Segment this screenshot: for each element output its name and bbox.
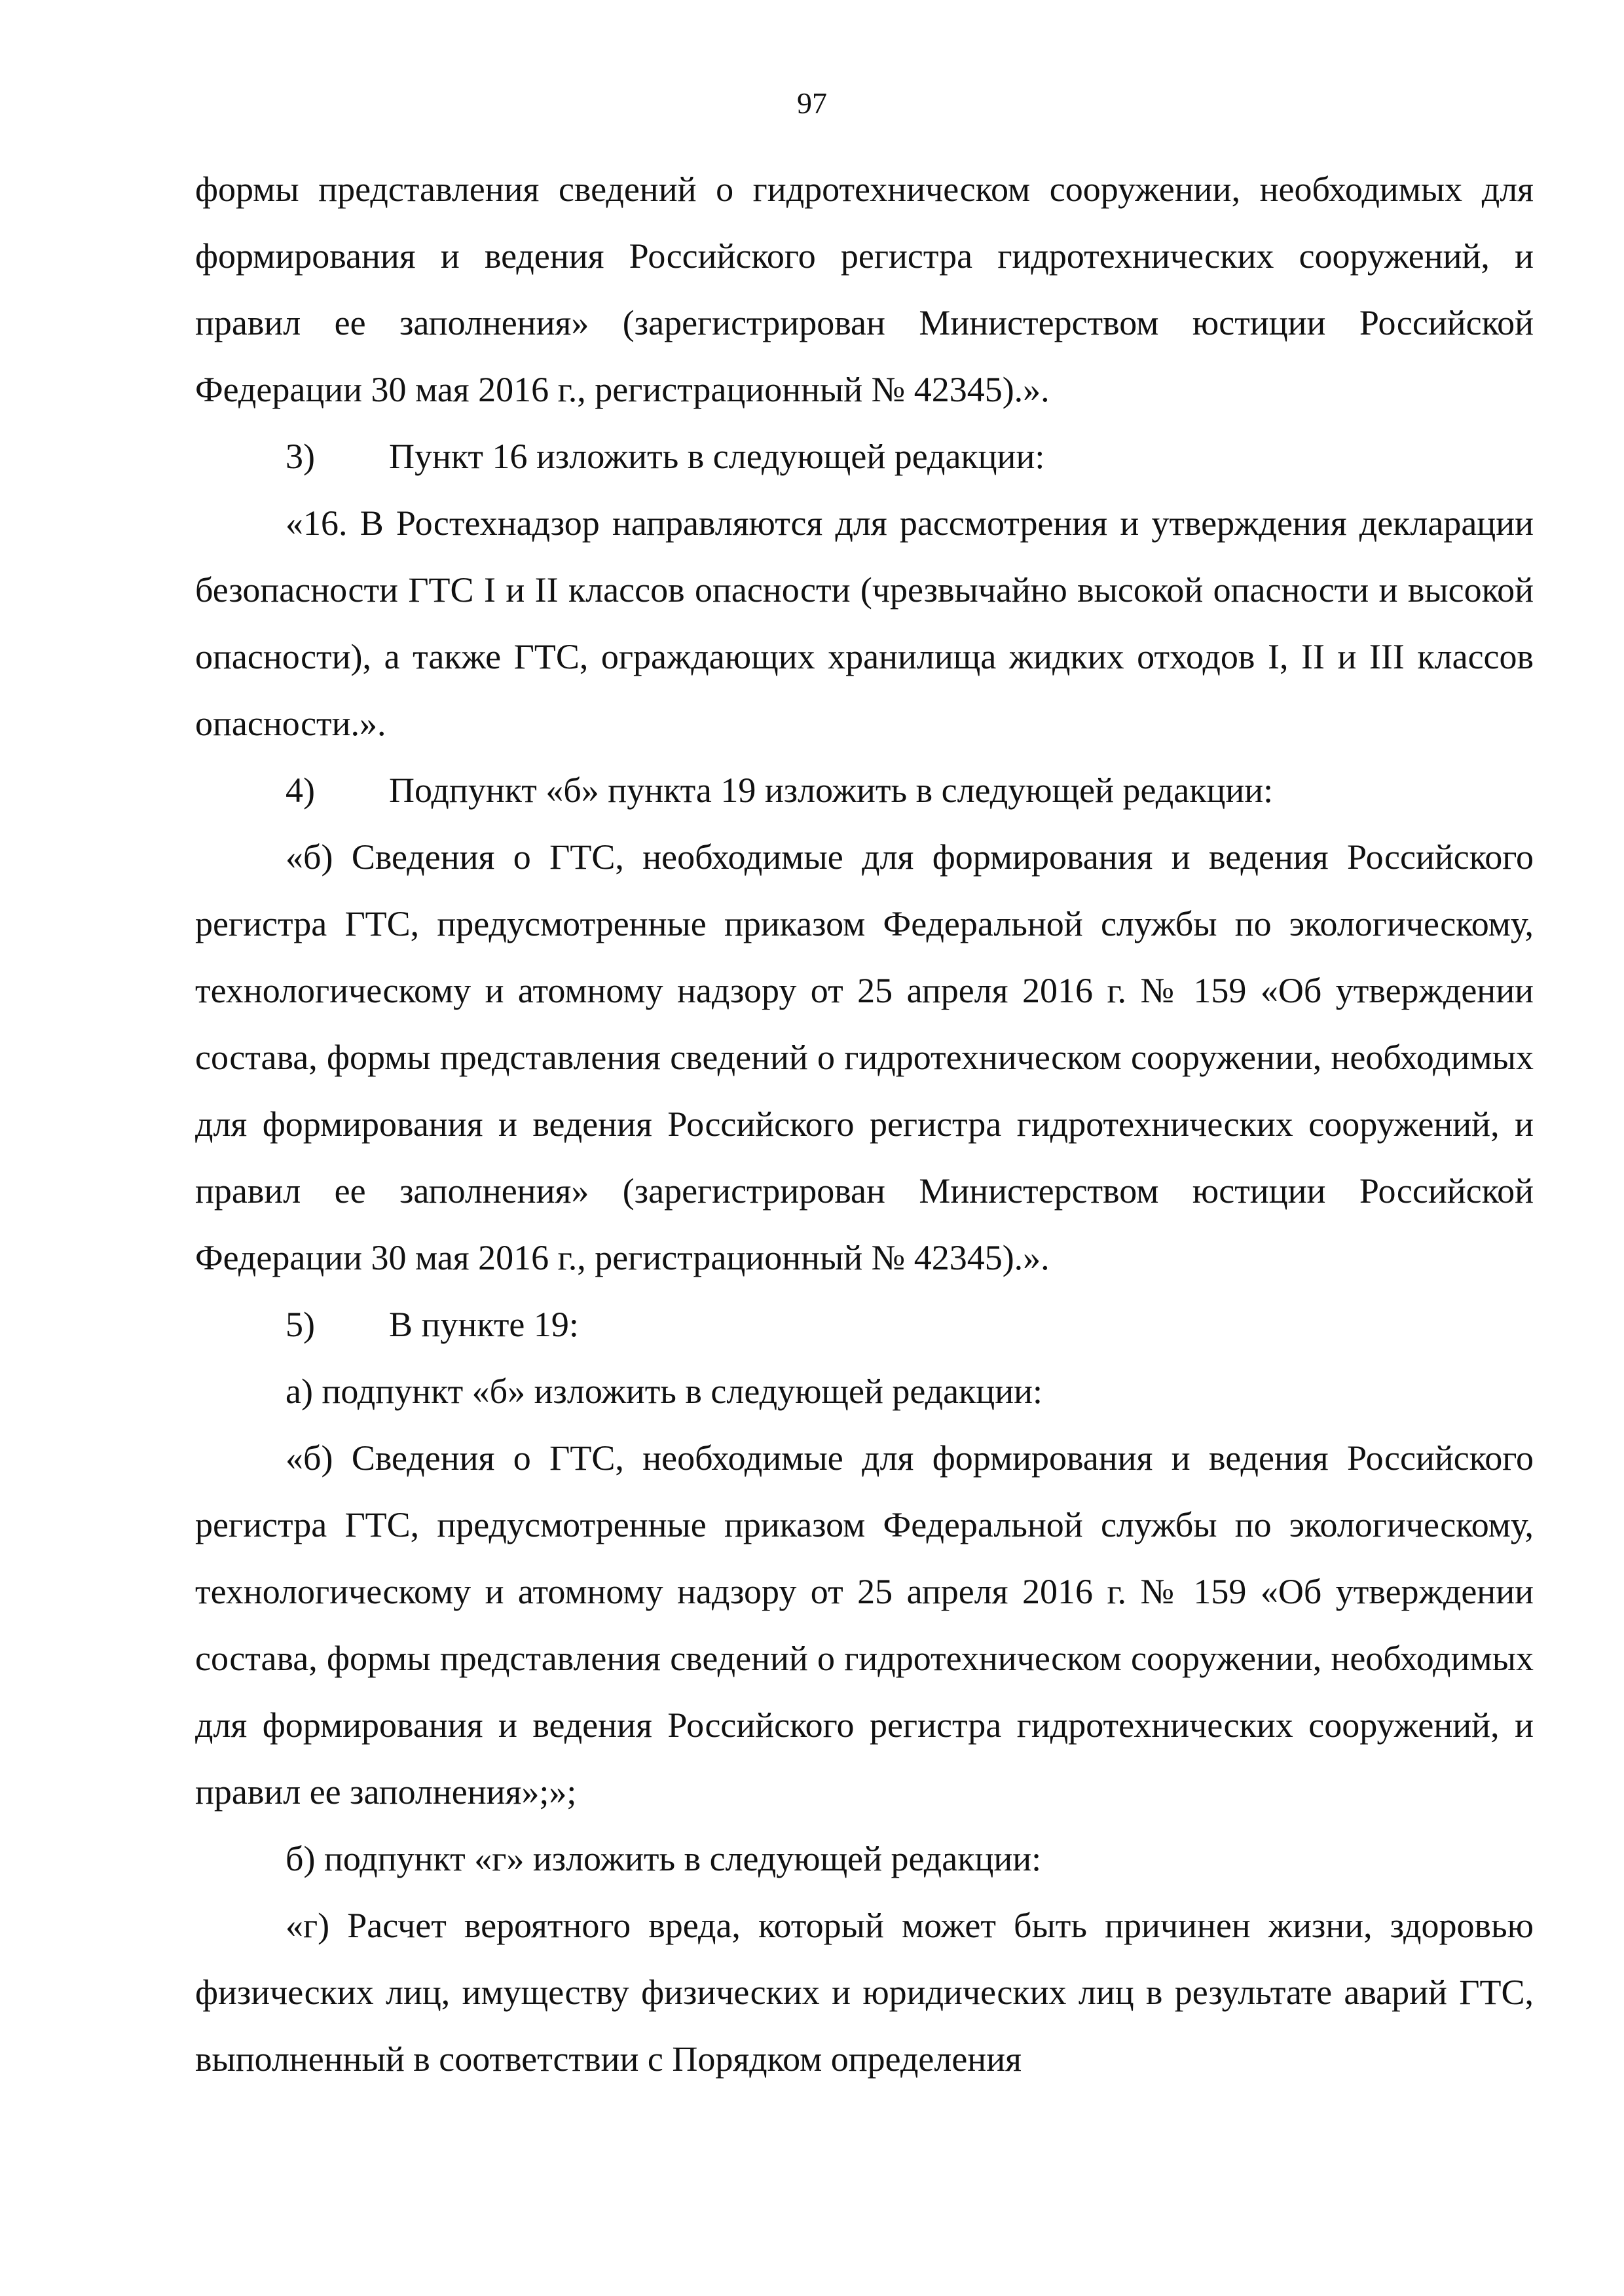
item-number: 5) bbox=[286, 1305, 315, 1344]
item-number: 4) bbox=[286, 771, 315, 810]
item-text: В пункте 19: bbox=[389, 1305, 579, 1344]
list-item-4 bbox=[195, 757, 1534, 824]
document-body bbox=[195, 156, 1534, 2092]
item-text: Пункт 16 изложить в следующей редакции: bbox=[389, 437, 1045, 476]
item-number: 3) bbox=[286, 437, 315, 476]
paragraph-point-16: «16. В Ростехнадзор направляются для рассмотрения и утверждения декларации безопасности ГТС I и II классов опасности (чрезвычайно высокой опасности и высокой опасности), а также ГТС, ограждающих хранилища жидких отходов I, II и III классов опасности.». bbox=[195, 503, 1534, 743]
paragraph-subitem-b: б) подпункт «г» изложить в следующей редакции: bbox=[286, 1839, 1042, 1878]
page-number: 97 bbox=[797, 86, 827, 120]
list-item-3 bbox=[195, 423, 1534, 490]
item-text: Подпункт «б» пункта 19 изложить в следующей редакции: bbox=[389, 771, 1274, 810]
paragraph-subitem-a: а) подпункт «б» изложить в следующей редакции: bbox=[286, 1372, 1043, 1411]
list-item-5 bbox=[195, 1291, 1534, 1358]
paragraph-subpoint-b: «б) Сведения о ГТС, необходимые для формирования и ведения Российского регистра ГТС, предусмотренные приказом Федеральной службы по экологическому, технологическому и атомному надзору от 25 апреля 2016 г. № 159 «Об утверждении состава, формы представления сведений о гидротехническом сооружении, необходимых для формирования и ведения Российского регистра гидротехнических сооружений, и правил ее заполнения» (зарегистрирован Министерством юстиции Российской Федерации 30 мая 2016 г., регистрационный № 42345).». bbox=[195, 837, 1534, 1277]
paragraph-continuation: формы представления сведений о гидротехническом сооружении, необходимых для формирования и ведения Российского регистра гидротехнических сооружений, и правил ее заполнения» (зарегистрирован Министерством юстиции Российской Федерации 30 мая 2016 г., регистрационный № 42345).». bbox=[195, 170, 1534, 409]
paragraph-subpoint-b-new: «б) Сведения о ГТС, необходимые для формирования и ведения Российского регистра ГТС, предусмотренные приказом Федеральной службы по экологическому, технологическому и атомному надзору от 25 апреля 2016 г. № 159 «Об утверждении состава, формы представления сведений о гидротехническом сооружении, необходимых для формирования и ведения Российского регистра гидротехнических сооружений, и правил ее заполнения»;»; bbox=[195, 1438, 1534, 1812]
paragraph-subpoint-g: «г) Расчет вероятного вреда, который может быть причинен жизни, здоровью физических лиц, имуществу физических и юридических лиц в результате аварий ГТС, выполненный в соответствии с Порядком определения bbox=[195, 1906, 1534, 2079]
